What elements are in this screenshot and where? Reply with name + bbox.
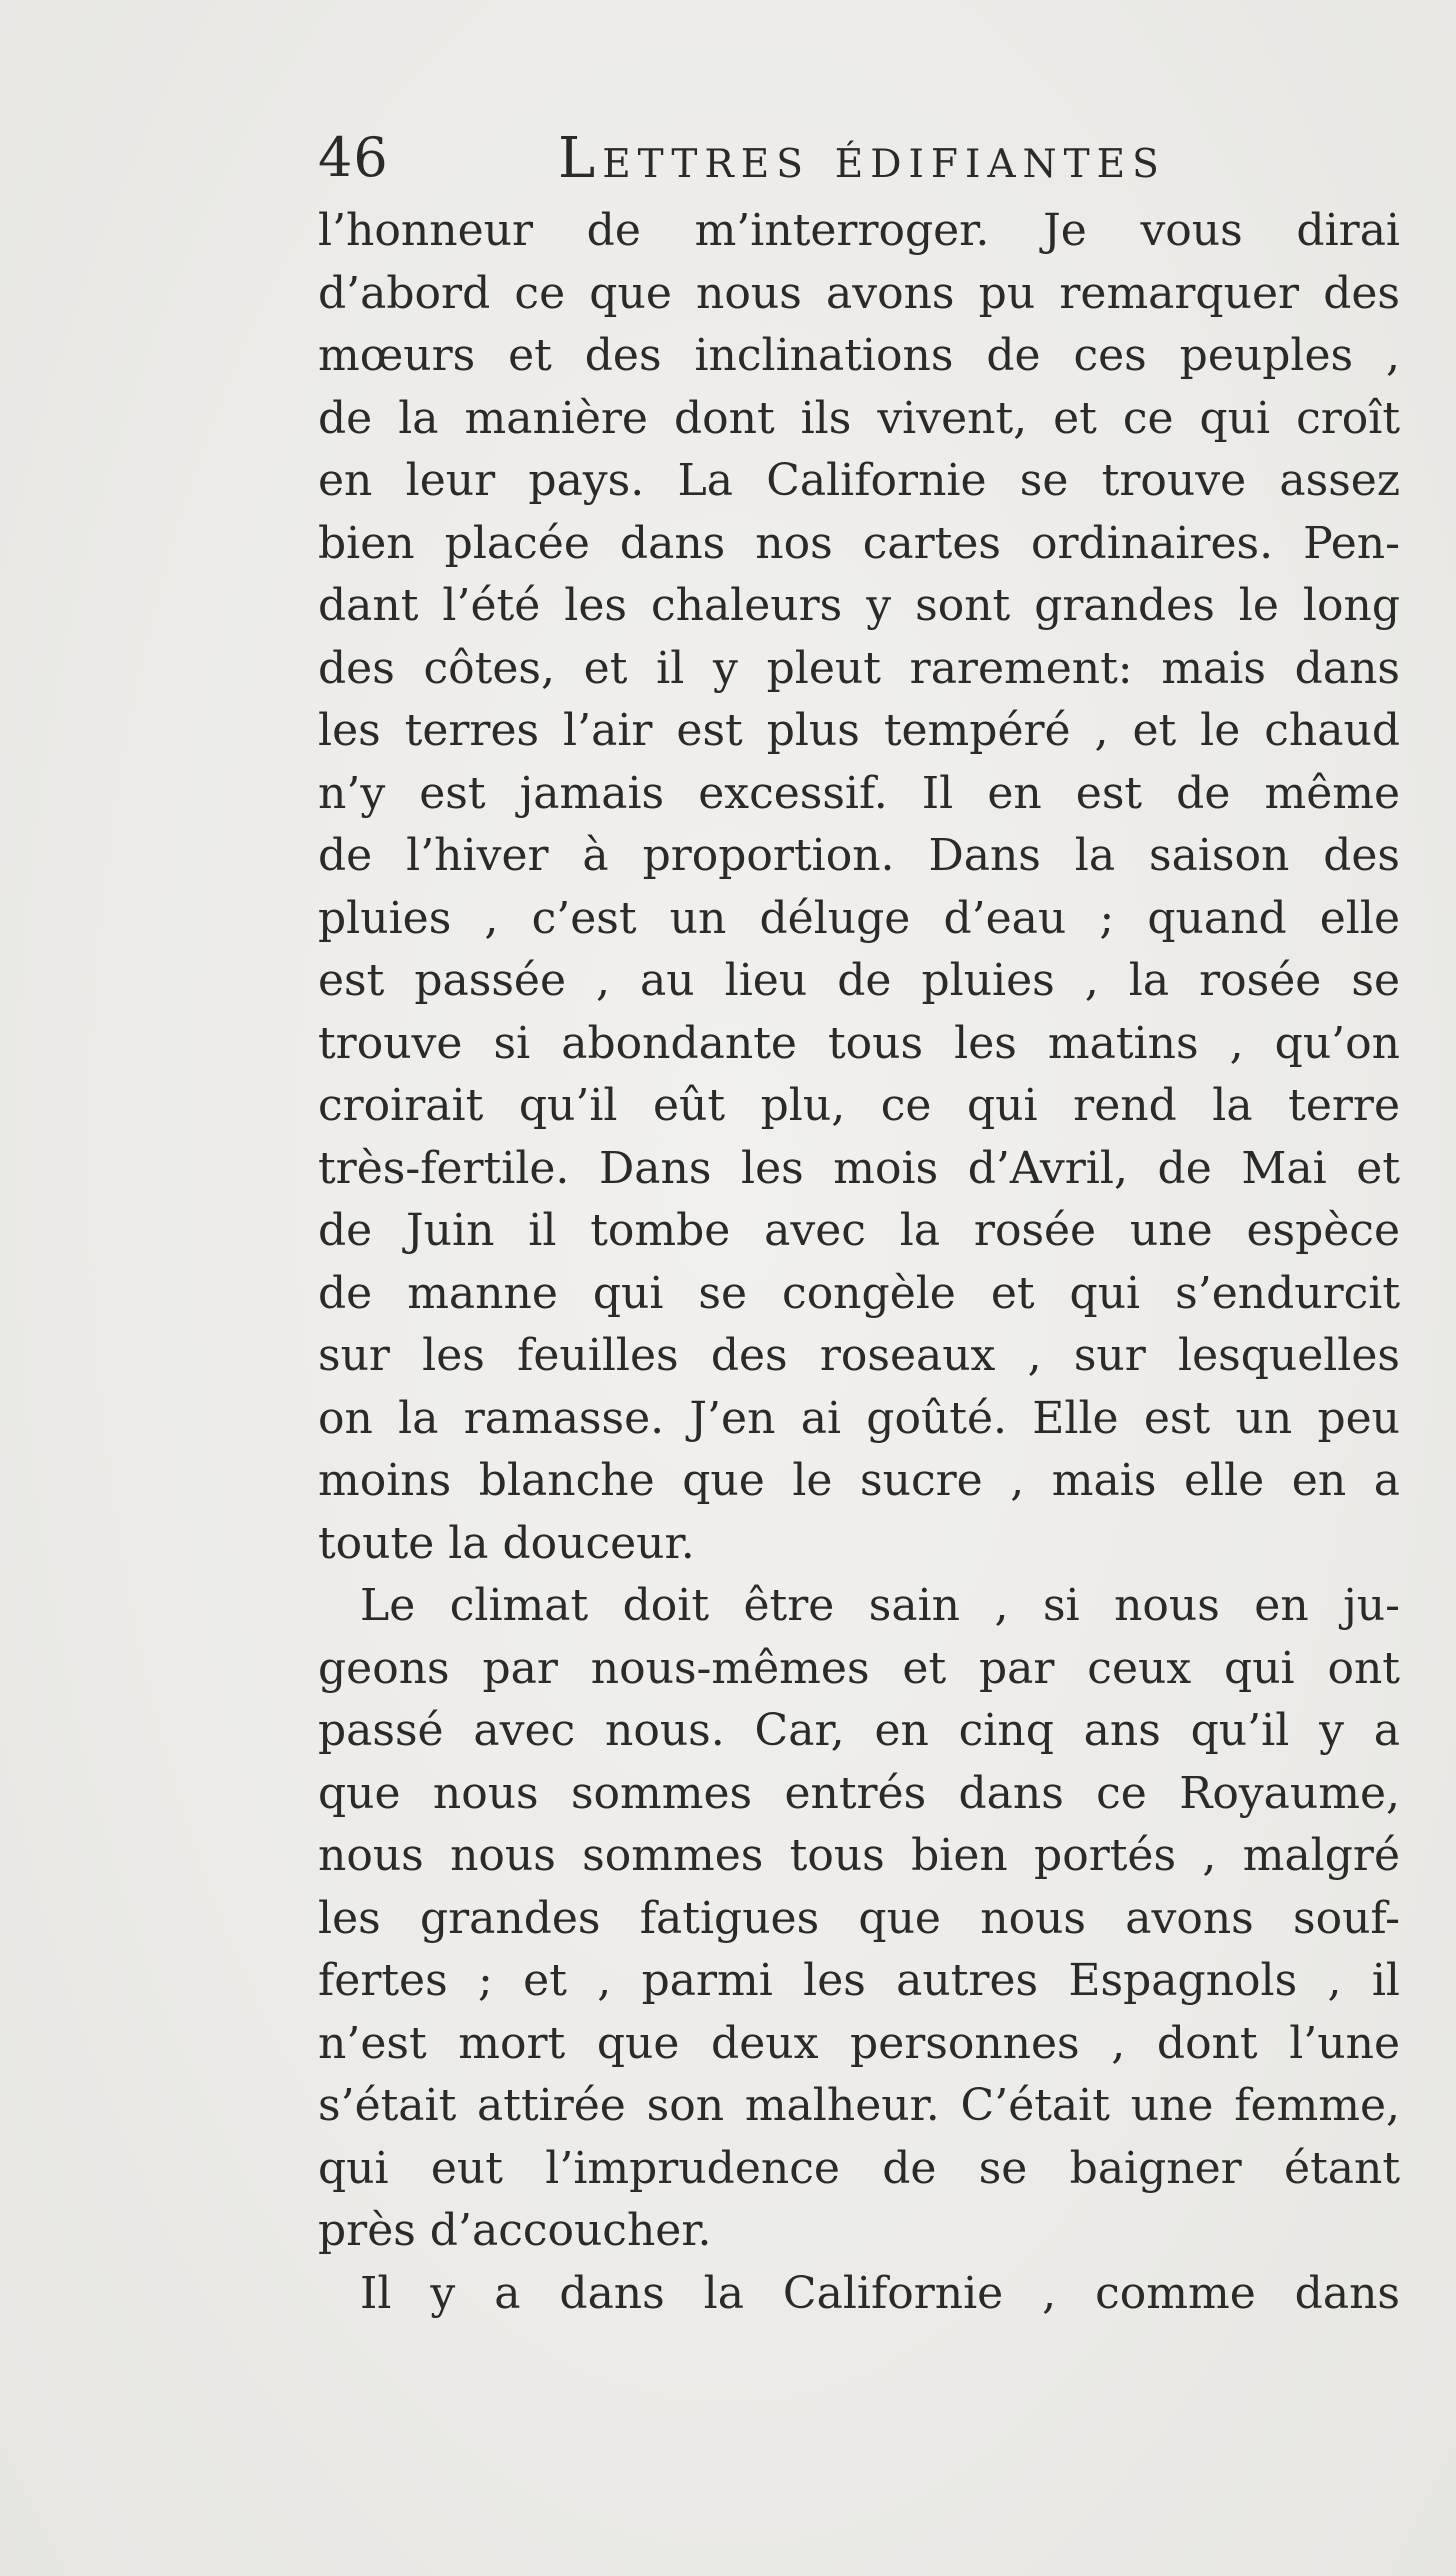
paragraph-start-line: Il y a dans la Californie , comme dans: [360, 2267, 1400, 2319]
page-number: 46: [318, 126, 389, 189]
text-line: bien placée dans nos cartes ordinaires. Pen-: [318, 517, 1400, 569]
text-line: très-fertile. Dans les mois d’Avril, de Mai et: [318, 1142, 1400, 1194]
text-line: pluies , c’est un déluge d’eau ; quand elle: [318, 892, 1400, 944]
text-line: geons par nous-mêmes et par ceux qui ont: [318, 1642, 1400, 1694]
paragraph-end-line: près d’accoucher.: [318, 2205, 712, 2256]
text-line: trouve si abondante tous les matins , qu’on: [318, 1017, 1400, 1069]
body-text: [318, 200, 1400, 2325]
text-line: fertes ; et , parmi les autres Espagnols , il: [318, 1955, 1400, 2006]
text-line: des côtes, et il y pleut rarement: mais dans: [318, 642, 1400, 694]
text-line: que nous sommes entrés dans ce Royaume,: [318, 1767, 1400, 1819]
text-line: n’est mort que deux personnes , dont l’une: [318, 2017, 1400, 2069]
text-line: d’abord ce que nous avons pu remarquer des: [318, 267, 1400, 319]
text-line: nous nous sommes tous bien portés , malgré: [318, 1830, 1400, 1881]
text-line: est passée , au lieu de pluies , la rosée se: [318, 955, 1400, 1006]
text-line: qui eut l’imprudence de se baigner étant: [318, 2142, 1400, 2194]
text-line: de Juin il tombe avec la rosée une espèce: [318, 1205, 1400, 1256]
text-line: passé avec nous. Car, en cinq ans qu’il y a: [318, 1705, 1400, 1756]
text-line: les grandes fatigues que nous avons souf-: [318, 1892, 1400, 1944]
text-line: les terres l’air est plus tempéré , et le chaud: [318, 705, 1400, 756]
text-line: en leur pays. La Californie se trouve assez: [318, 455, 1400, 506]
text-line: de l’hiver à proportion. Dans la saison des: [318, 830, 1400, 881]
text-line: dant l’été les chaleurs y sont grandes le long: [318, 580, 1400, 631]
paragraph-end-line: toute la douceur.: [318, 1517, 695, 1569]
text-line: moins blanche que le sucre , mais elle en a: [318, 1455, 1400, 1506]
paragraph-start-line: Le climat doit être sain , si nous en ju-: [360, 1580, 1400, 1631]
text-line: sur les feuilles des roseaux , sur lesquelles: [318, 1330, 1400, 1381]
text-line: n’y est jamais excessif. Il en est de même: [318, 767, 1400, 819]
running-title: Lettres édifiantes: [558, 126, 1166, 191]
text-line: l’honneur de m’interroger. Je vous dirai: [318, 205, 1400, 256]
text-line: s’était attirée son malheur. C’était une femme,: [318, 2080, 1400, 2131]
text-line: mœurs et des inclinations de ces peuples ,: [318, 330, 1400, 381]
text-line: de manne qui se congèle et qui s’endurcit: [318, 1267, 1400, 1319]
page-header: [318, 118, 1258, 198]
text-line: on la ramasse. J’en ai goûté. Elle est un peu: [318, 1392, 1400, 1444]
text-line: de la manière dont ils vivent, et ce qui croît: [318, 392, 1400, 444]
text-line: croirait qu’il eût plu, ce qui rend la terre: [318, 1080, 1400, 1131]
